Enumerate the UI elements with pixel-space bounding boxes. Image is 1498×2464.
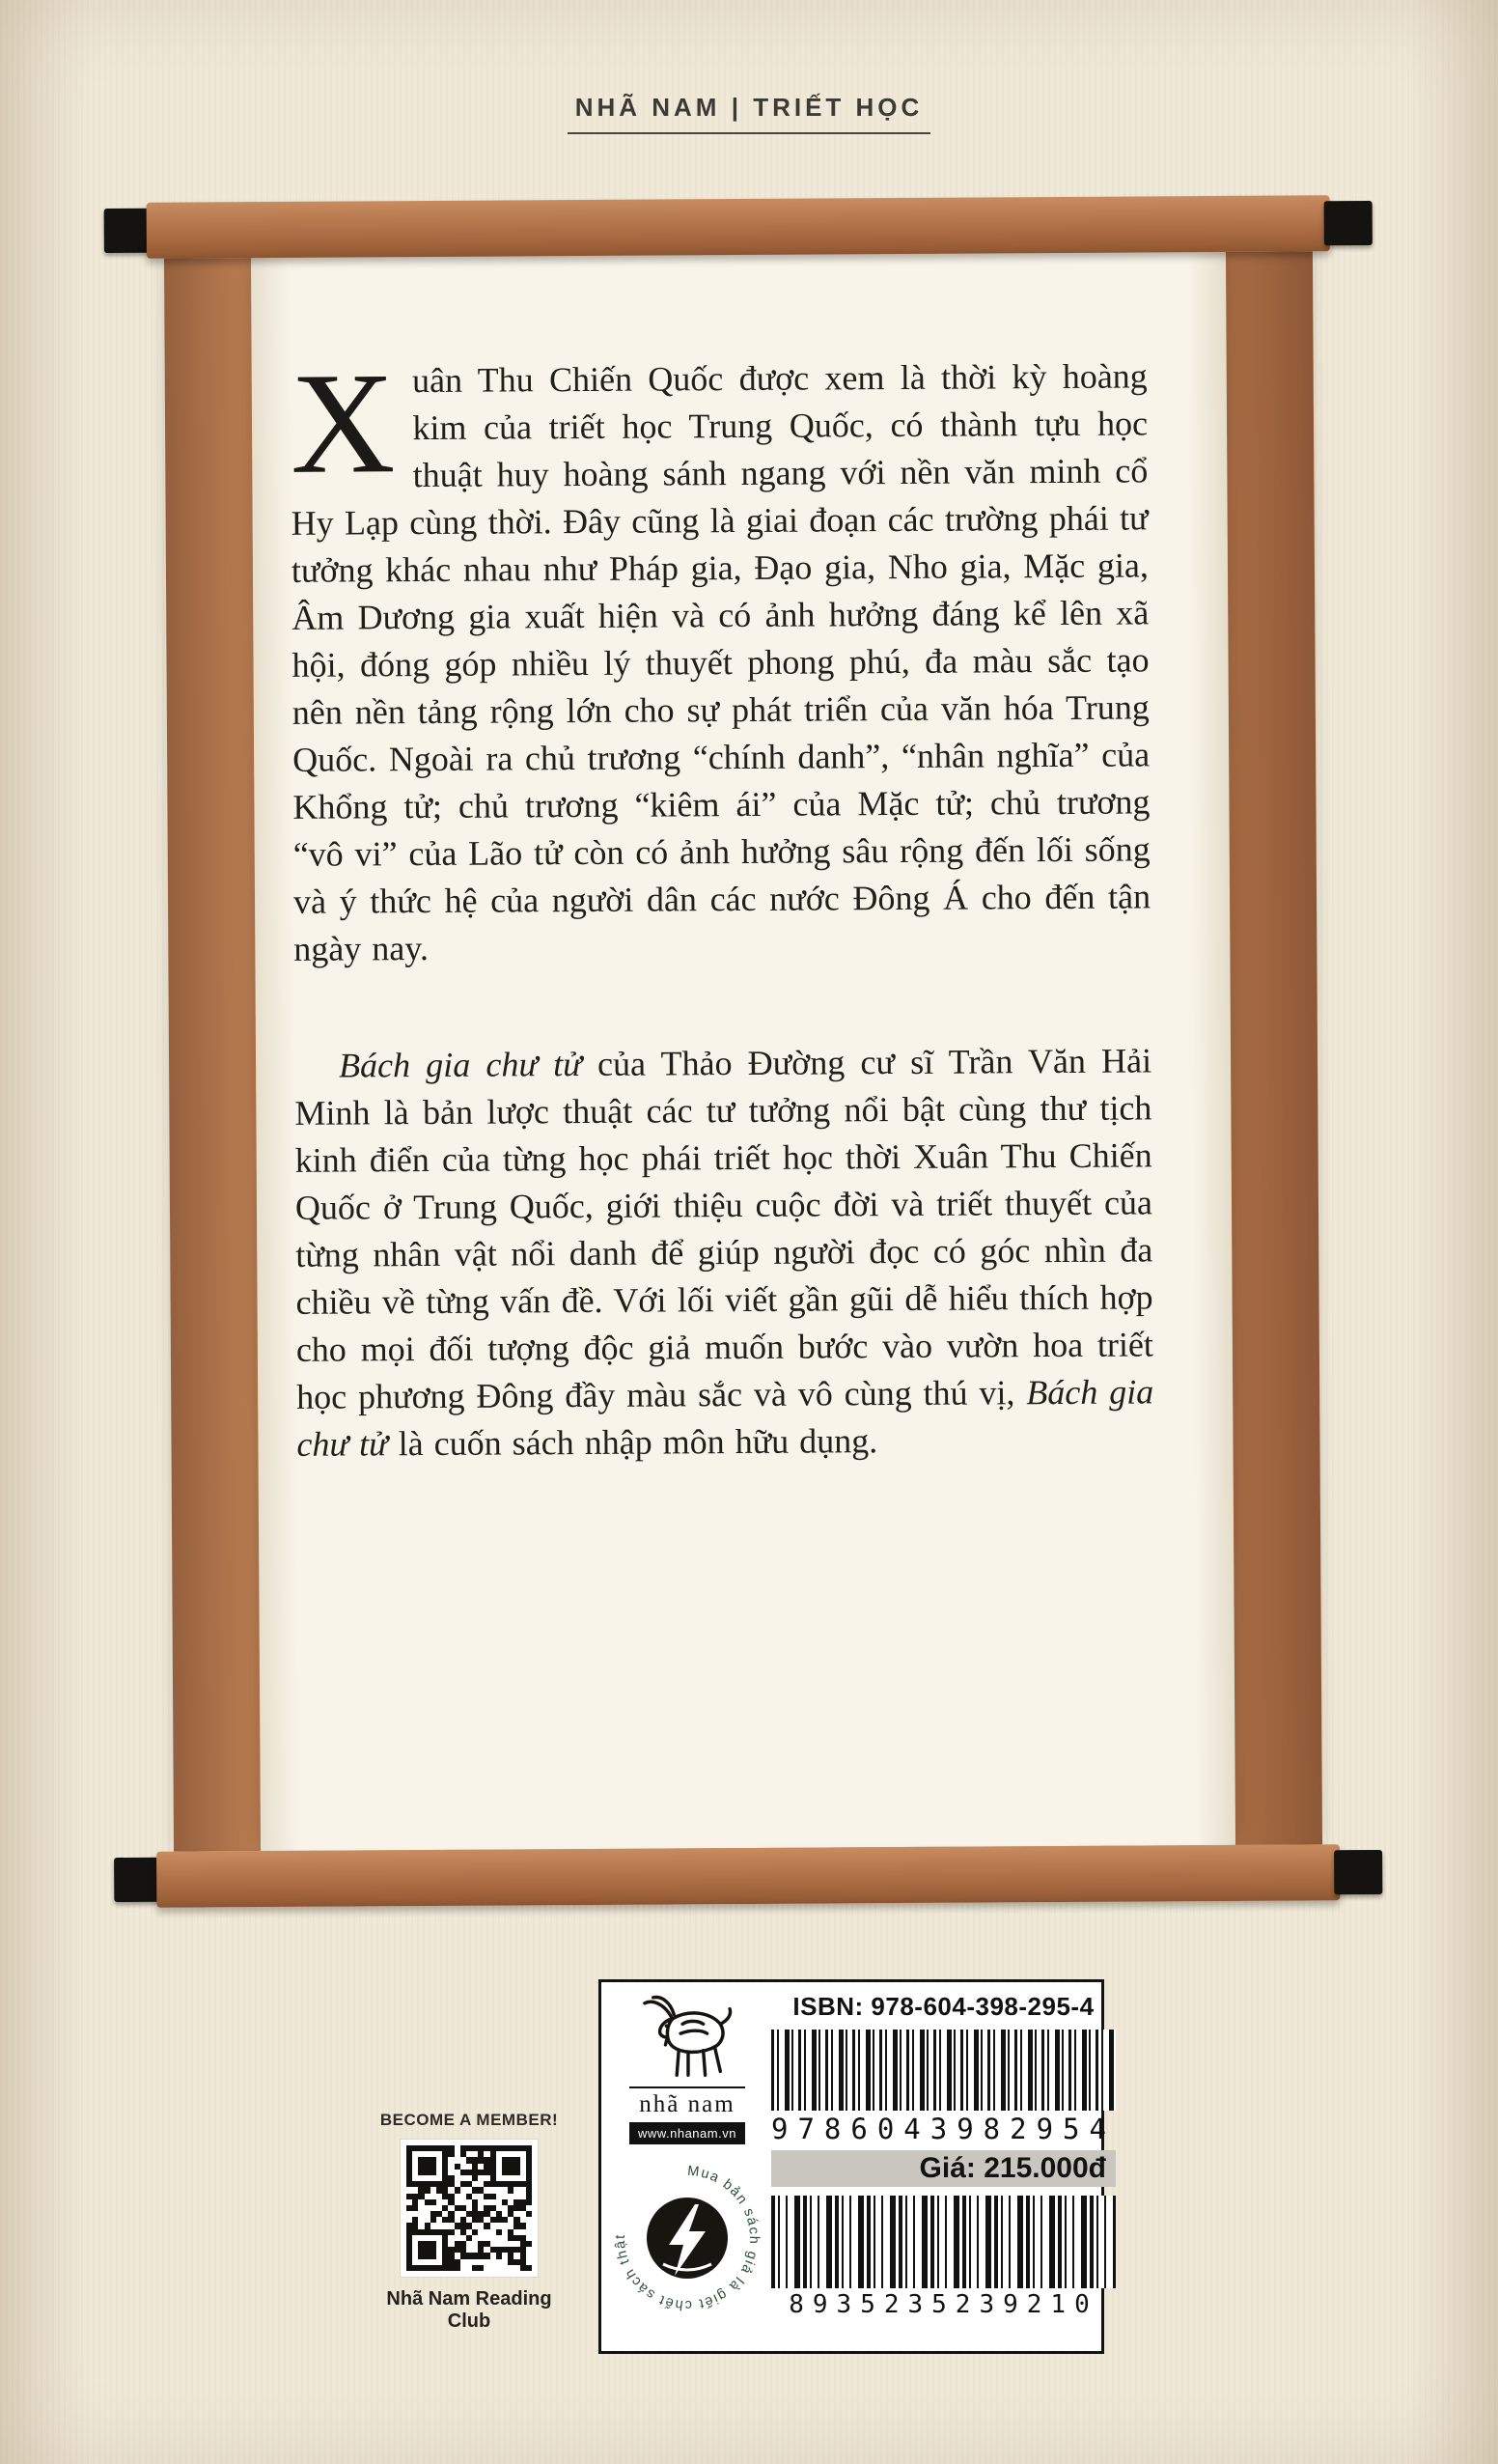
publisher-name: nhã nam bbox=[629, 2086, 745, 2122]
publisher-column bbox=[611, 1990, 763, 2343]
dropcap-letter: X bbox=[290, 343, 396, 504]
book-title-italic-1: Bách gia chư tử bbox=[338, 1045, 582, 1085]
membership-block bbox=[373, 2111, 566, 2333]
barcode-box bbox=[598, 1979, 1116, 2354]
isbn-barcode-digits: 9786043982954 bbox=[771, 2113, 1116, 2145]
scroll-frame bbox=[104, 195, 1383, 1908]
top-roller-cap-right bbox=[1324, 201, 1373, 245]
ean-barcode bbox=[771, 2196, 1116, 2288]
top-roller-rod bbox=[147, 195, 1330, 258]
paragraph-2 bbox=[294, 1037, 1154, 1468]
isbn-label: ISBN: 978-604-398-295-4 bbox=[792, 1992, 1095, 2021]
publisher-goat-logo-icon bbox=[633, 1992, 741, 2086]
membership-bottom-label: Nhã Nam Reading Club bbox=[386, 2288, 552, 2332]
scroll-bottom-roller bbox=[114, 1844, 1382, 1908]
barcode-column bbox=[763, 1990, 1116, 2343]
stamp-circular-text: Mua bản sách giả là giết chết sách thật bbox=[612, 2163, 763, 2313]
scroll-paper bbox=[251, 252, 1235, 1851]
membership-top-label: BECOME A MEMBER! bbox=[379, 2111, 559, 2129]
paragraph-2-end: là cuốn sách nhập môn hữu dụng. bbox=[387, 1421, 878, 1464]
qr-code bbox=[401, 2140, 538, 2277]
scroll-top-roller bbox=[104, 195, 1373, 259]
top-roller-cap-left bbox=[104, 209, 153, 253]
bottom-roller-cap-right bbox=[1334, 1850, 1382, 1894]
price-label: Giá: 215.000đ bbox=[771, 2150, 1116, 2187]
publisher-website: www.nhanam.vn bbox=[629, 2122, 745, 2144]
paragraph-1-text: uân Thu Chiến Quốc được xem là thời kỳ hoàng kim của triết học Trung Quốc, có thành tựu học thuật huy hoàng sánh ngang với nền văn minh cổ Hy Lạp cùng thời. Đây cũng là giai đoạn các trường phái tư tưởng khác nhau như Pháp gia, Đạo gia, Nho gia, Mặc gia, Âm Dương gia xuất hiện và có ảnh hưởng đáng kể lên xã hội, đóng góp nhiều lý thuyết phong phú, đa màu sắc tạo nên nền tảng rộng lớn cho sự phát triển của văn hóa Trung Quốc. Ngoài ra chủ trương “chính danh”, “nhân nghĩa” của Khổng tử; chủ trương “kiêm ái” của Mặc tử; chủ trương “vô vi” của Lão tử còn có ảnh hưởng sâu rộng đến lối sống và ý thức hệ của người dân các nước Đông Á cho đến tận ngày nay. bbox=[291, 356, 1151, 968]
header bbox=[0, 93, 1498, 134]
bottom-roller-cap-left bbox=[114, 1858, 162, 1902]
isbn-barcode bbox=[771, 2030, 1116, 2111]
scroll-body bbox=[164, 251, 1322, 1851]
paragraph-1 bbox=[290, 343, 1151, 972]
book-title-italic-2: Bách gia chư tử bbox=[296, 1372, 1154, 1464]
header-brand-category: NHÃ NAM | TRIẾT HỌC bbox=[568, 93, 931, 134]
paragraph-2-text: của Thảo Đường cư sĩ Trần Văn Hải Minh là bản lược thuật các tư tưởng nổi bật cùng thư tịch kinh điển của từng học phái triết học thời Xuân Thu Chiến Quốc ở Trung Quốc, giới thiệu cuộc đời và triết thuyết của từng nhân vật nổi danh để giúp người đọc có góc nhìn đa chiều về từng vấn đề. Với lối viết gần gũi dễ hiểu thích hợp cho mọi đối tượng độc giả muốn bước vào vườn hoa triết học phương Đông đầy màu sắc và vô cùng thú vị, bbox=[294, 1041, 1153, 1416]
ean-barcode-digits: 8935235239210 bbox=[789, 2290, 1098, 2319]
bottom-roller-rod bbox=[156, 1844, 1340, 1907]
anti-piracy-stamp bbox=[605, 2152, 769, 2324]
